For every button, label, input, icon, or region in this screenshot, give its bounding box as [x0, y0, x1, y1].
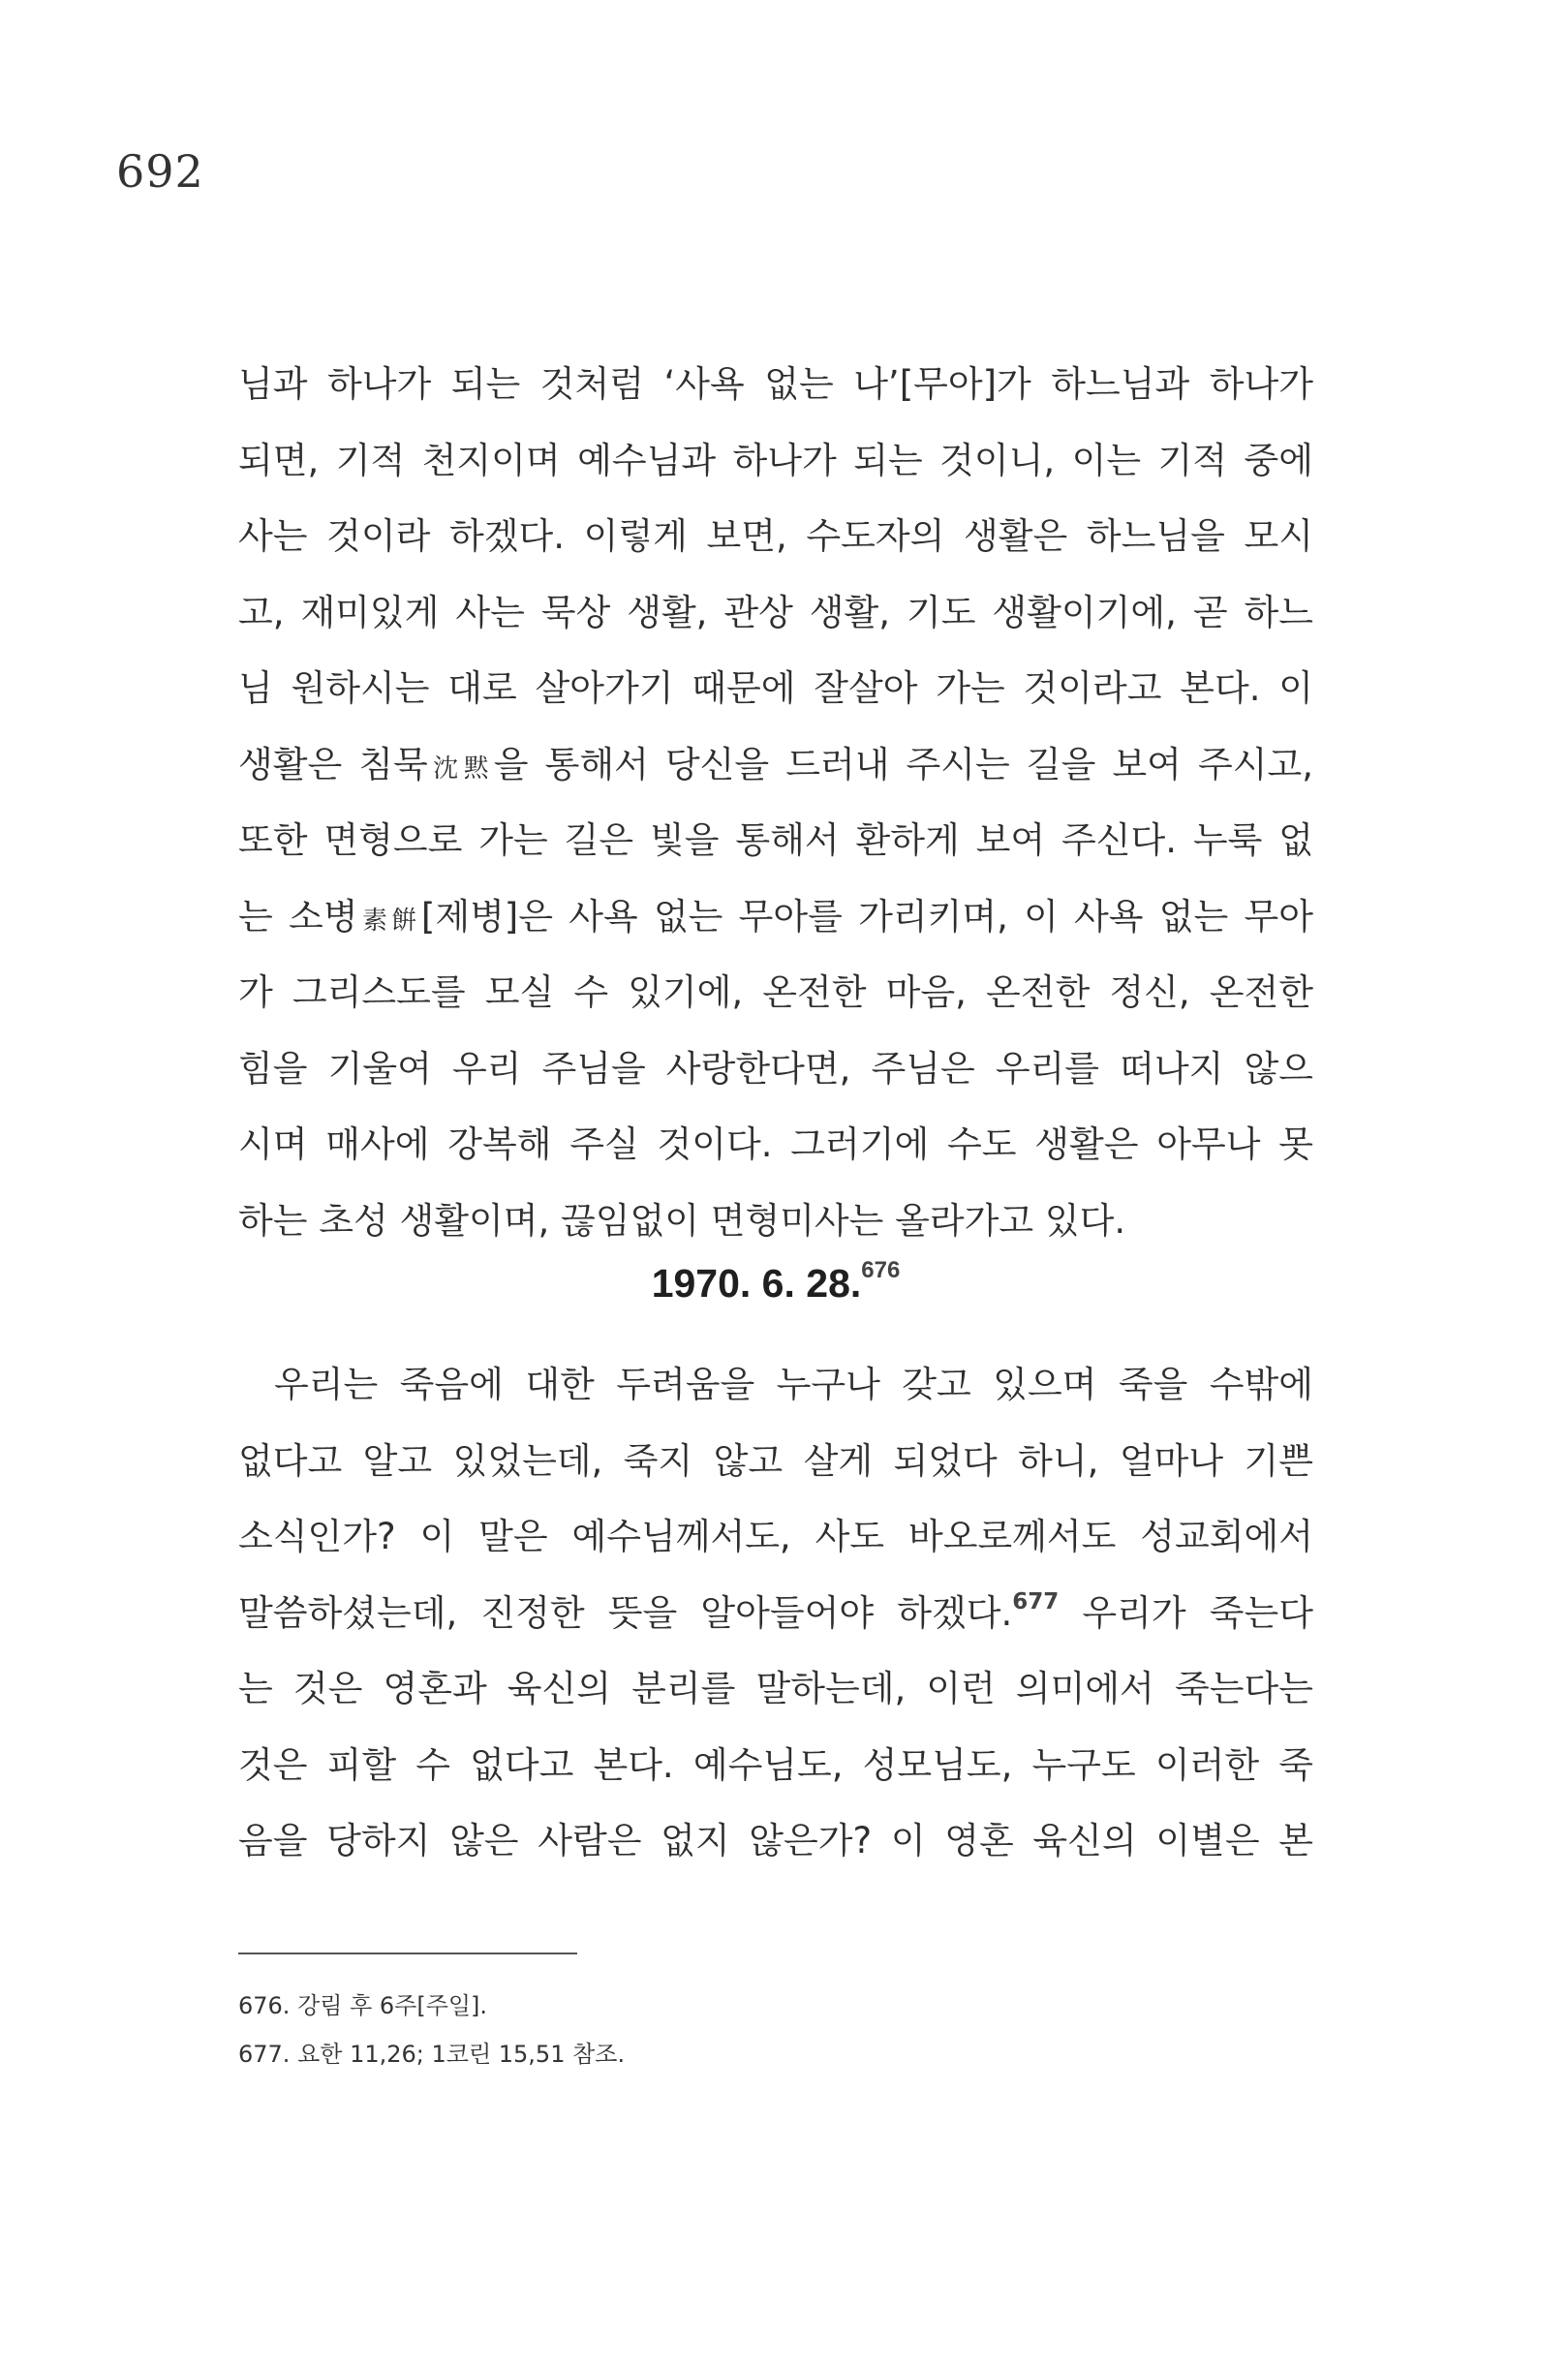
footnote-divider: [238, 1953, 577, 1954]
footnote-reference: 676: [861, 1257, 901, 1283]
text-line: 가 그리스도를 모실 수 있기에, 온전한 마음, 온전한 정신, 온전한: [238, 971, 1313, 1013]
text-line: 하는 초성 생활이며, 끊임없이 면형미사는 올라가고 있다.: [238, 1199, 1126, 1242]
text-line: 또한 면형으로 가는 길은 빛을 통해서 환하게 보여 주신다. 누룩 없: [238, 819, 1313, 861]
text-line: 음을 당하지 않은 사람은 없지 않은가? 이 영혼 육신의 이별은 본: [238, 1820, 1313, 1861]
page-number: 692: [116, 145, 204, 198]
text-line: 것은 피할 수 없다고 본다. 예수님도, 성모님도, 누구도 이러한 죽: [238, 1743, 1313, 1786]
text-line: 힘을 기울여 우리 주님을 사랑한다면, 주님은 우리를 떠나지 않으: [238, 1047, 1313, 1090]
text-line: [238, 1576, 1313, 1652]
text-segment: 생활은 침묵: [238, 743, 428, 785]
text-segment: 는 소병: [238, 895, 358, 938]
text-line: 되면, 기적 천지이며 예수님과 하나가 되는 것이니, 이는 기적 중에: [238, 439, 1313, 481]
text-line: 님과 하나가 되는 것처럼 ‘사욕 없는 나’[무아]가 하느님과 하나가: [238, 363, 1313, 405]
footnote-reference: 677: [1012, 1588, 1060, 1615]
text-line: 고, 재미있게 사는 묵상 생활, 관상 생활, 기도 생활이기에, 곧 하느: [238, 591, 1313, 633]
body-paragraph: [238, 1347, 1313, 1880]
section-heading-date: [238, 1257, 1313, 1307]
text-line: 없다고 알고 있었는데, 죽지 않고 살게 되었다 하니, 얼마나 기쁜: [238, 1439, 1313, 1482]
text-line: 소식인가? 이 말은 예수님께서도, 사도 바오로께서도 성교회에서: [238, 1516, 1313, 1557]
text-line: 시며 매사에 강복해 주실 것이다. 그러기에 수도 생활은 아무나 못: [238, 1123, 1313, 1165]
text-line: [238, 1347, 1313, 1424]
text-line: 사는 것이라 하겠다. 이렇게 보면, 수도자의 생활은 하느님을 모시: [238, 515, 1313, 557]
text-segment: 말씀하셨는데, 진정한 뜻을 알아들어야 하겠다.: [238, 1591, 1013, 1634]
text-line: 님 원하시는 대로 살아가기 때문에 잘살아 가는 것이라고 본다. 이: [238, 667, 1313, 709]
text-segment: 우리가 죽는다: [1059, 1591, 1313, 1634]
footnotes: [238, 1982, 625, 2078]
text-line: [238, 727, 1313, 804]
footnote-item: 677. 요한 11,26; 1코린 15,51 참조.: [238, 2041, 626, 2068]
heading-date-text: 1970. 6. 28.: [651, 1261, 862, 1306]
text-segment: 우리는 죽음에 대한 두려움을 누구나 갖고 있으며 죽을 수밖에: [274, 1364, 1313, 1405]
footnote-item: 676. 강림 후 6주[주일].: [238, 1992, 488, 2019]
hanja-gloss: 沈黙: [427, 753, 494, 784]
text-line: 는 것은 영혼과 육신의 분리를 말하는데, 이런 의미에서 죽는다는: [238, 1668, 1313, 1709]
text-segment: [제병]은 사욕 없는 무아를 가리키며, 이 사욕 없는 무아: [420, 895, 1313, 938]
body-paragraph-continued: [238, 347, 1313, 1259]
text-line: [238, 879, 1313, 956]
text-segment: 을 통해서 당신을 드러내 주시는 길을 보여 주시고,: [493, 743, 1313, 785]
hanja-gloss: 素餠: [357, 906, 421, 936]
